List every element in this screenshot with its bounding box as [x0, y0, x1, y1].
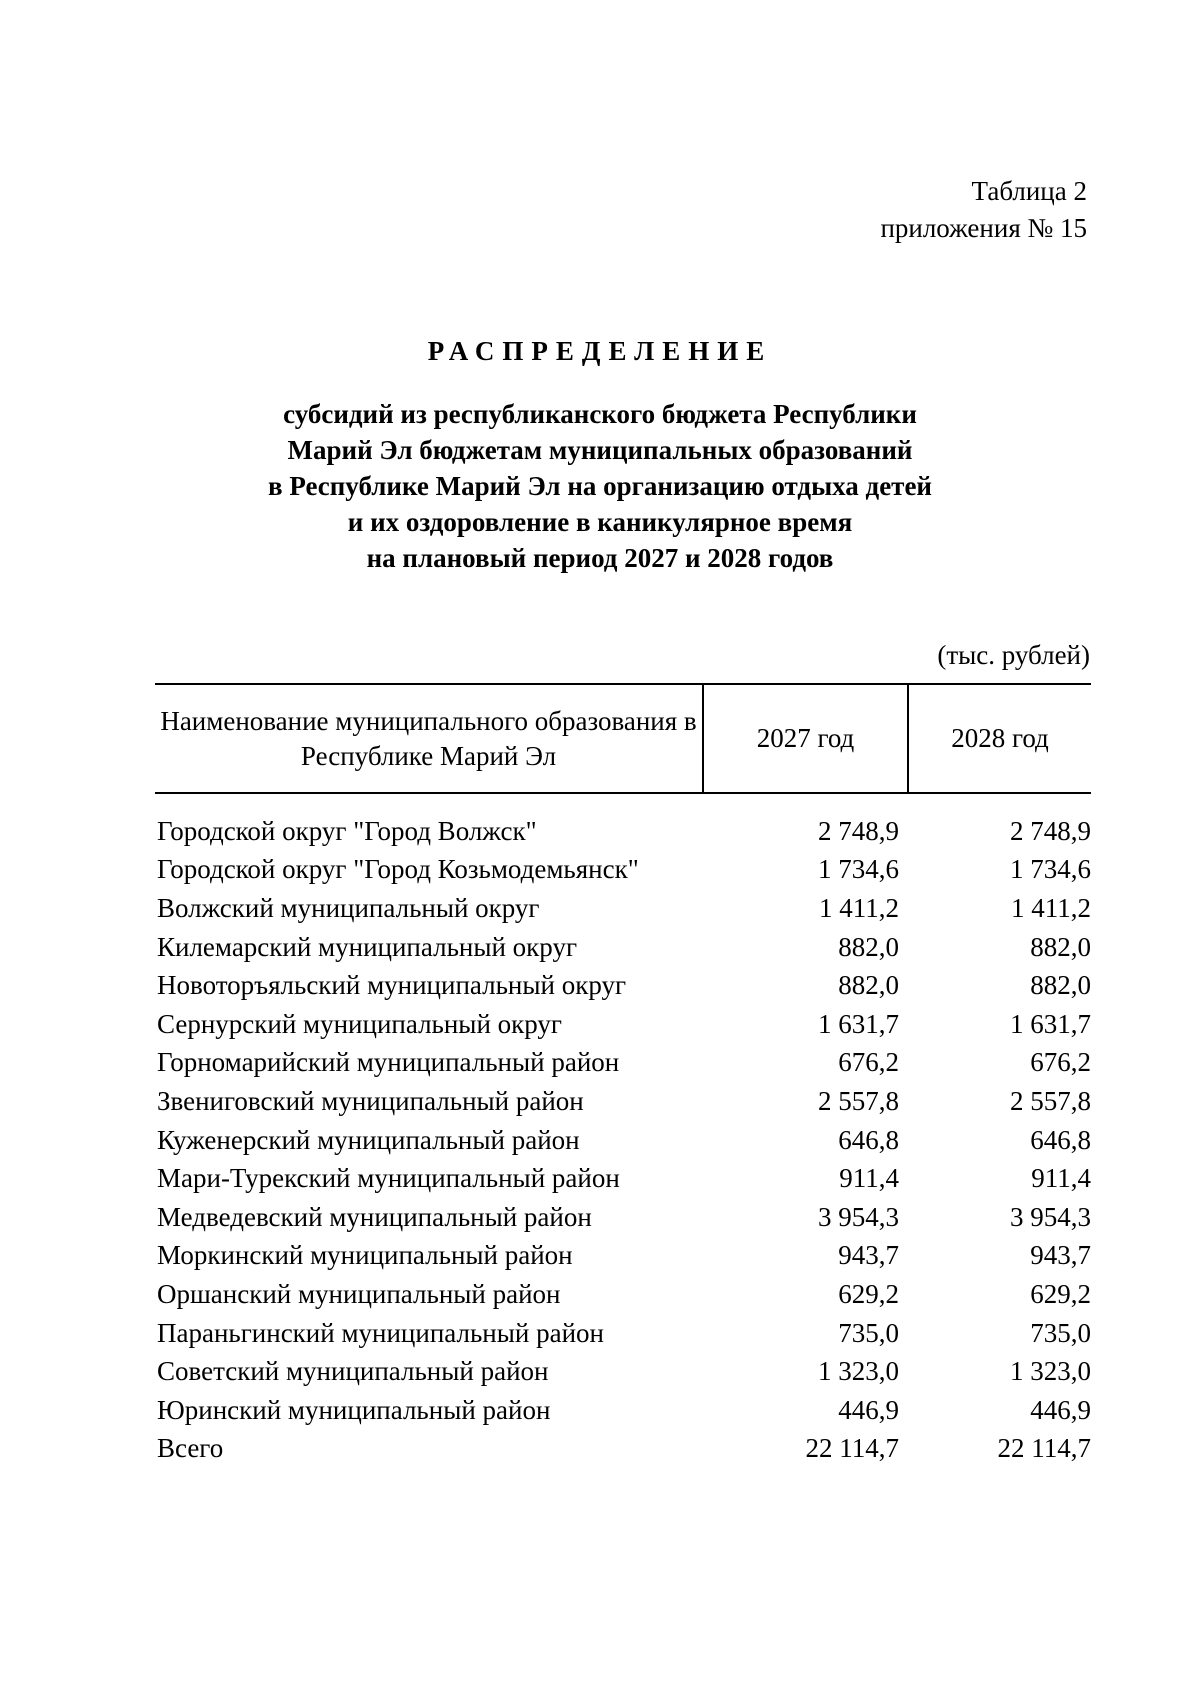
table-row: [155, 1005, 1091, 1044]
distribution-table: [155, 683, 1091, 1468]
municipality-cell: Новоторъяльский муниципальный округ: [157, 970, 627, 1001]
subtitle-line: на плановый период 2027 и 2028 годов: [366, 543, 834, 573]
value-2028-cell: 629,2: [1030, 1278, 1091, 1309]
municipality-cell: Моркинский муниципальный район: [157, 1240, 573, 1271]
value-2027-cell: 1 631,7: [818, 1008, 899, 1039]
unit-label: (тыс. рублей): [937, 640, 1090, 670]
appendix-reference: приложения № 15: [880, 213, 1087, 243]
municipality-cell: Медведевский муниципальный район: [157, 1201, 592, 1232]
table-row: [155, 812, 1091, 851]
subtitle-line: и их оздоровление в каникулярное время: [347, 507, 853, 537]
value-2028-cell: 1 323,0: [1010, 1356, 1091, 1387]
subtitle-line: субсидий из республиканского бюджета Республики: [283, 399, 917, 429]
table-row: [155, 966, 1091, 1005]
municipality-cell: Параньгинский муниципальный район: [157, 1317, 604, 1348]
table-row: [155, 1121, 1091, 1160]
municipality-cell: Городской округ "Город Волжск": [157, 815, 537, 846]
total-row: [155, 1430, 1091, 1469]
municipality-cell: Волжский муниципальный округ: [157, 892, 540, 923]
value-2027-cell: 911,4: [839, 1163, 899, 1194]
value-2028-cell: 882,0: [1030, 931, 1091, 962]
table-row: [155, 889, 1091, 928]
value-2027-cell: 3 954,3: [818, 1201, 899, 1232]
table-row: [155, 1314, 1091, 1353]
value-2027-cell: 1 411,2: [819, 892, 899, 923]
table-header: [155, 683, 1091, 794]
value-2028-cell: 22 114,7: [997, 1433, 1091, 1464]
value-2028-cell: 646,8: [1030, 1124, 1091, 1155]
municipality-cell: Горномарийский муниципальный район: [157, 1047, 620, 1078]
value-2027-cell: 1 323,0: [818, 1356, 899, 1387]
municipality-cell: Сернурский муниципальный округ: [157, 1008, 562, 1039]
value-2028-cell: 3 954,3: [1010, 1201, 1091, 1232]
value-2027-cell: 676,2: [838, 1047, 899, 1078]
value-2027-cell: 629,2: [838, 1278, 899, 1309]
value-2028-cell: 1 631,7: [1010, 1008, 1091, 1039]
value-2027-cell: 2 748,9: [818, 815, 899, 846]
table-row: [155, 1044, 1091, 1083]
table-reference: Таблица 2: [971, 176, 1087, 206]
value-2027-cell: 646,8: [838, 1124, 899, 1155]
municipality-cell: Звениговский муниципальный район: [157, 1085, 584, 1116]
municipality-cell: Оршанский муниципальный район: [157, 1278, 561, 1309]
subtitle-line: Марий Эл бюджетам муниципальных образований: [287, 435, 913, 465]
table-row: [155, 1391, 1091, 1430]
municipality-cell: Всего: [157, 1433, 224, 1464]
value-2028-cell: 2 557,8: [1010, 1085, 1091, 1116]
value-2028-cell: 882,0: [1030, 970, 1091, 1001]
value-2027-cell: 446,9: [838, 1394, 899, 1425]
value-2027-cell: 735,0: [838, 1317, 899, 1348]
municipality-cell: Советский муниципальный район: [157, 1356, 549, 1387]
table-row: [155, 1159, 1091, 1198]
value-2027-cell: 943,7: [838, 1240, 899, 1271]
municipality-cell: Городской округ "Город Козьмодемьянск": [157, 854, 639, 885]
value-2028-cell: 1 734,6: [1010, 854, 1091, 885]
header-municipality: Наименование муниципального образования в Республике Марий Эл: [155, 685, 704, 792]
value-2028-cell: 1 411,2: [1011, 892, 1091, 923]
value-2028-cell: 446,9: [1030, 1394, 1091, 1425]
header-year-2027: 2027 год: [704, 685, 909, 792]
table-row: [155, 1352, 1091, 1391]
value-2027-cell: 22 114,7: [805, 1433, 899, 1464]
value-2028-cell: 735,0: [1030, 1317, 1091, 1348]
table-row: [155, 1198, 1091, 1237]
municipality-cell: Килемарский муниципальный округ: [157, 931, 578, 962]
table-body: [155, 812, 1091, 1468]
value-2027-cell: 882,0: [838, 931, 899, 962]
value-2027-cell: 882,0: [838, 970, 899, 1001]
municipality-cell: Юринский муниципальный район: [157, 1394, 551, 1425]
value-2028-cell: 911,4: [1031, 1163, 1091, 1194]
municipality-cell: Куженерский муниципальный район: [157, 1124, 580, 1155]
value-2028-cell: 2 748,9: [1010, 815, 1091, 846]
table-row: [155, 851, 1091, 890]
header-year-2028: 2028 год: [951, 723, 1049, 753]
document-heading: РАСПРЕДЕЛЕНИЕ: [427, 336, 773, 366]
table-row: [155, 1082, 1091, 1121]
subtitle-line: в Республике Марий Эл на организацию отдыха детей: [267, 471, 932, 501]
document-subtitle: [150, 396, 1050, 576]
value-2028-cell: 943,7: [1030, 1240, 1091, 1271]
table-row: [155, 1275, 1091, 1314]
municipality-cell: Мари-Турекский муниципальный район: [157, 1163, 620, 1194]
value-2027-cell: 2 557,8: [818, 1085, 899, 1116]
value-2027-cell: 1 734,6: [818, 854, 899, 885]
value-2028-cell: 676,2: [1030, 1047, 1091, 1078]
table-row: [155, 928, 1091, 967]
table-row: [155, 1237, 1091, 1276]
